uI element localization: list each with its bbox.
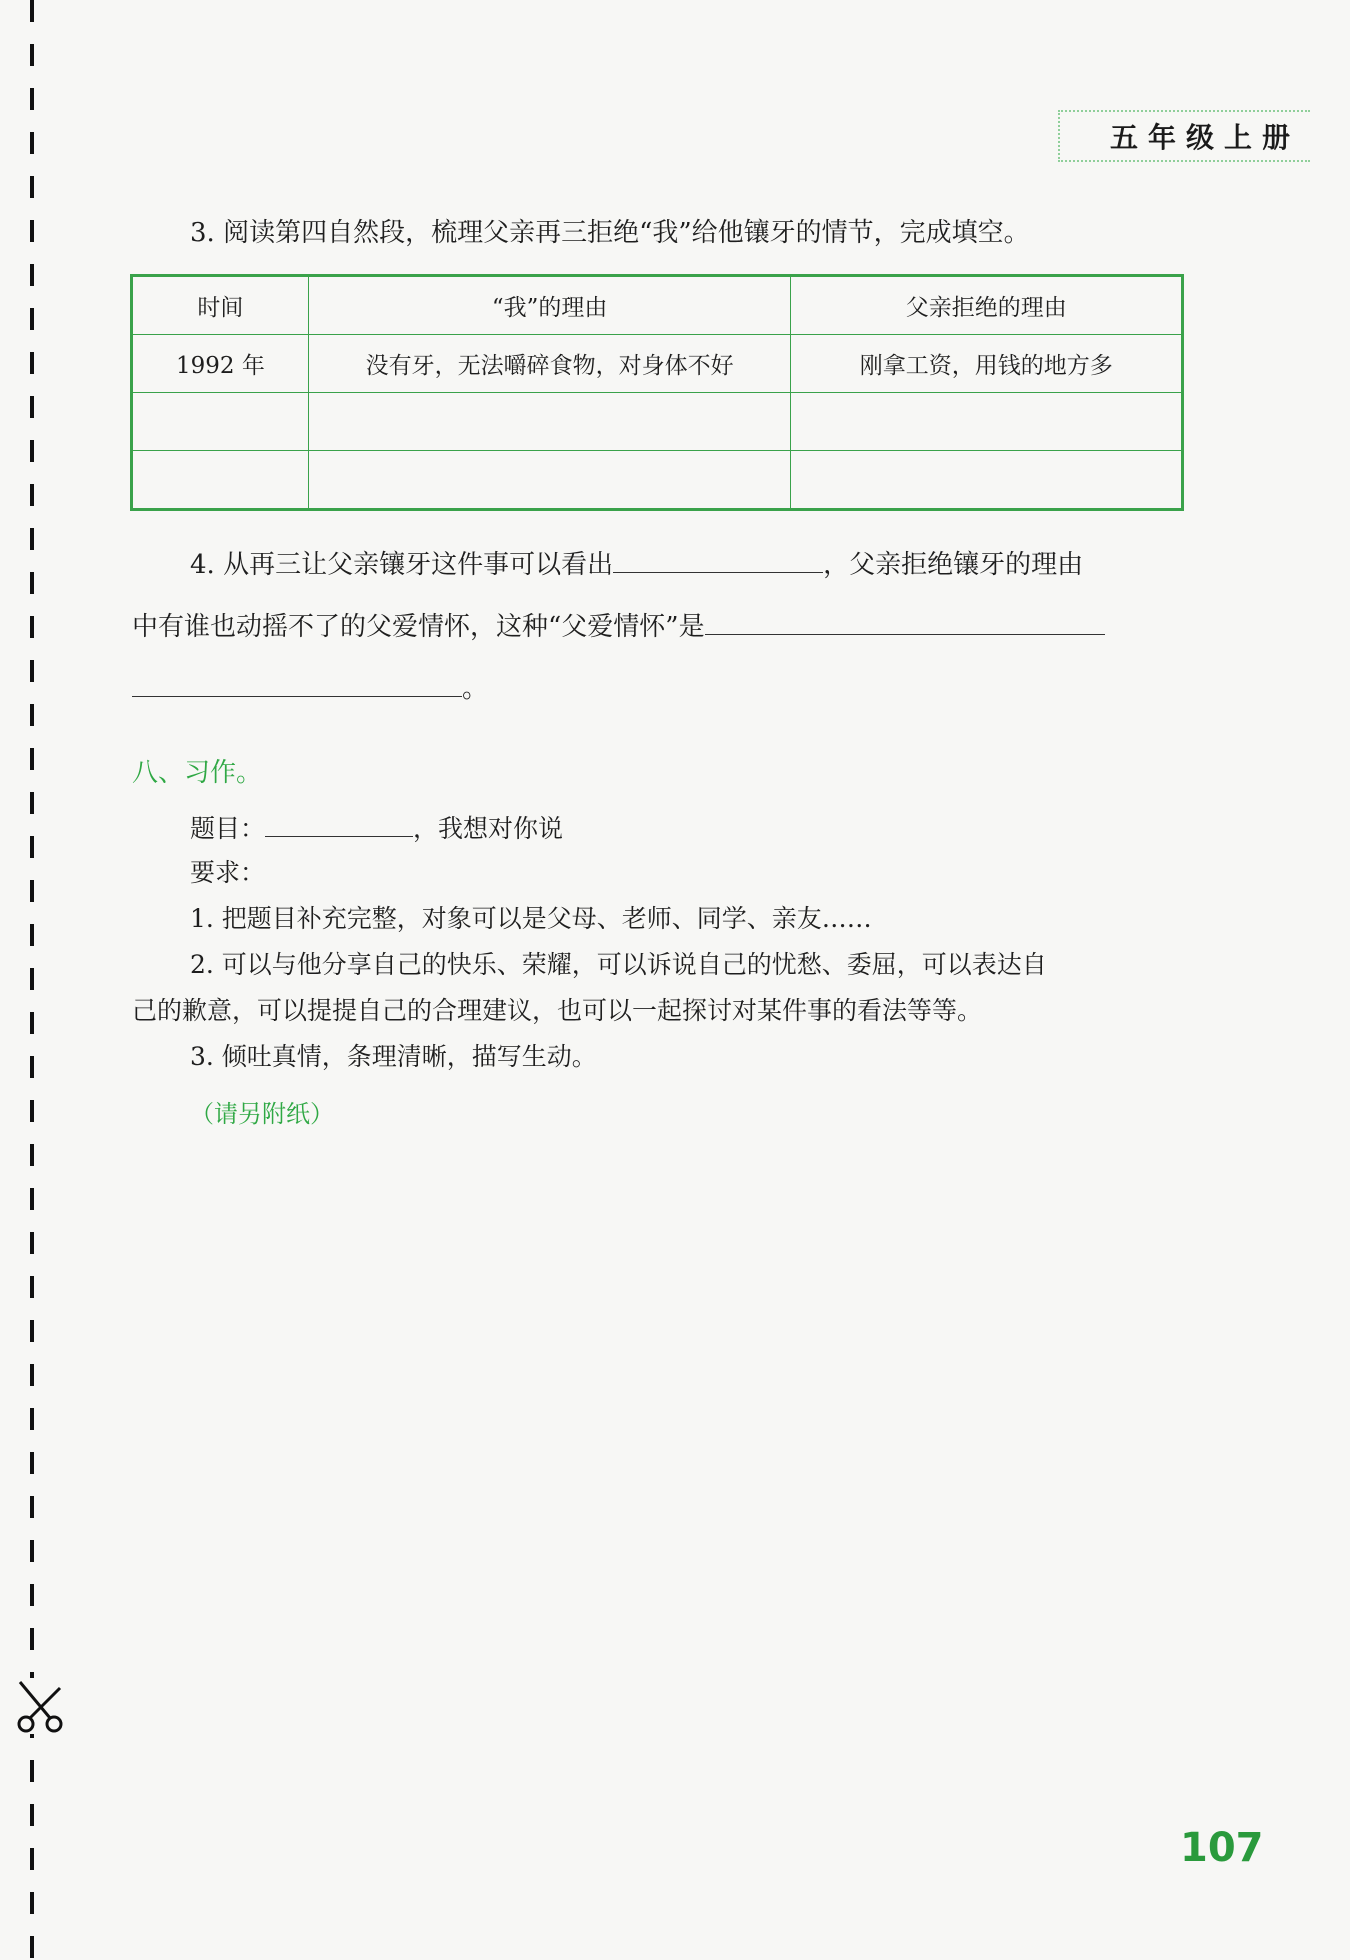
header-cell-father-reason: 父亲拒绝的理由 (791, 276, 1183, 335)
section-8-title: 八、习作。 (132, 758, 263, 788)
table-row (132, 451, 1183, 510)
topic-blank[interactable] (265, 812, 413, 837)
essay-topic (190, 812, 563, 844)
table-cell-blank[interactable] (308, 451, 791, 510)
table-cell: 刚拿工资，用钱的地方多 (791, 335, 1183, 393)
table-row (132, 393, 1183, 451)
topic-prefix: 题目： (190, 814, 266, 843)
question-4-line-3 (132, 672, 488, 705)
q4-blank-1[interactable] (613, 548, 823, 573)
table-cell-blank[interactable] (791, 451, 1183, 510)
table-cell-blank[interactable] (132, 393, 309, 451)
grade-title: 五年级上册 (1109, 121, 1300, 154)
header-cell-my-reason: “我”的理由 (308, 276, 791, 335)
grade-header (1058, 110, 1310, 162)
table-cell: 1992 年 (132, 335, 309, 393)
requirement-1: 1. 把题目补充完整，对象可以是父母、老师、同学、亲友…… (190, 904, 872, 933)
table-row (132, 335, 1183, 393)
q4-end: 。 (462, 674, 489, 704)
cut-line (30, 0, 34, 1960)
q4-text-part2: ，父亲拒绝镶牙的理由 (823, 550, 1084, 580)
q4-text-part1: 4. 从再三让父亲镶牙这件事可以看出 (190, 550, 614, 580)
table-cell: 没有牙，无法嚼碎食物，对身体不好 (308, 335, 791, 393)
header-cell-time: 时间 (132, 276, 309, 335)
q4-text-line2: 中有谁也动摇不了的父爱情怀，这种“父爱情怀”是 (132, 612, 705, 642)
q4-blank-2[interactable] (705, 610, 1105, 635)
attach-paper-note: （请另附纸） (190, 1100, 334, 1128)
table-cell-blank[interactable] (132, 451, 309, 510)
plot-table (130, 274, 1184, 511)
page-number: 107 (1180, 1825, 1264, 1871)
question-4-line-2 (132, 610, 1105, 643)
requirement-2-line-1: 2. 可以与他分享自己的快乐、荣耀，可以诉说自己的忧愁、委屈，可以表达自 (190, 950, 1047, 979)
topic-suffix: ，我想对你说 (413, 814, 564, 843)
table-cell-blank[interactable] (308, 393, 791, 451)
requirements-label: 要求： (190, 858, 266, 887)
question-3: 3. 阅读第四自然段，梳理父亲再三拒绝“我”给他镶牙的情节，完成填空。 (190, 218, 1030, 248)
q4-blank-3[interactable] (132, 672, 462, 697)
scissors-icon (12, 1678, 66, 1734)
table-header-row (132, 276, 1183, 335)
requirement-2-line-2: 己的歉意，可以提提自己的合理建议，也可以一起探讨对某件事的看法等等。 (132, 996, 983, 1025)
table-cell-blank[interactable] (791, 393, 1183, 451)
requirement-3: 3. 倾吐真情，条理清晰，描写生动。 (190, 1042, 597, 1071)
question-4-line-1 (190, 548, 1083, 581)
